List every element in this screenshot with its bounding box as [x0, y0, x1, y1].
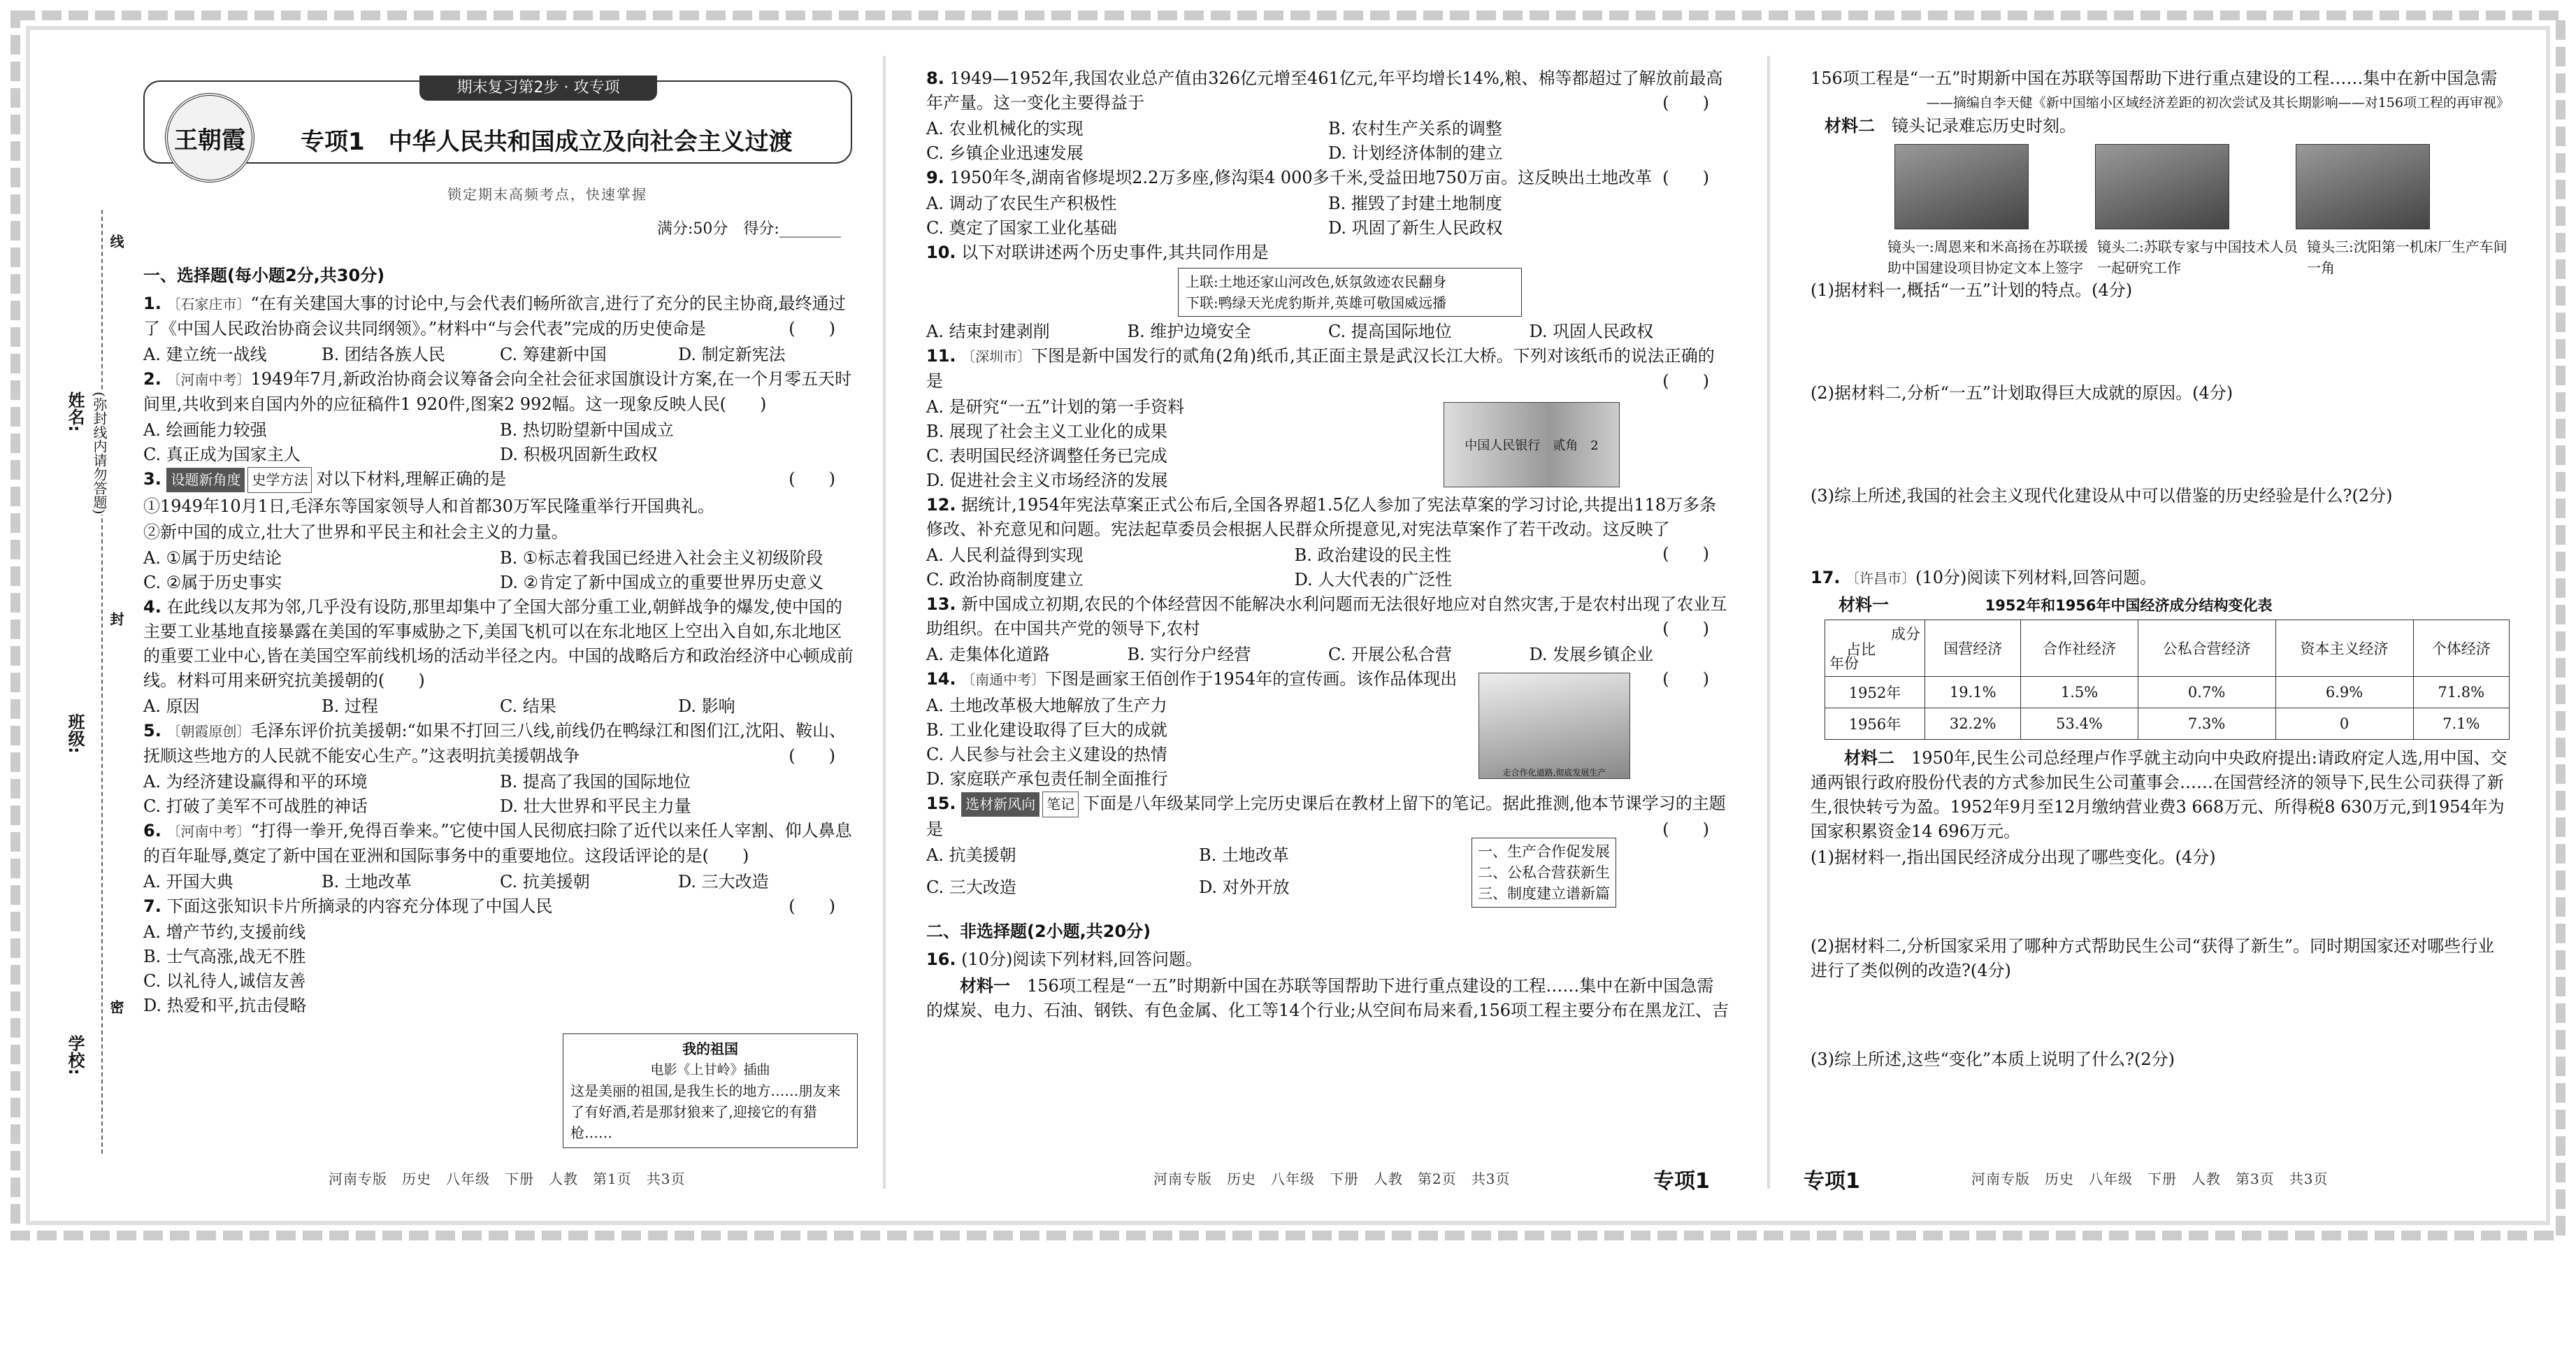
footer-page-3: 河南专版 历史 八年级 下册 人教 第3页 共3页: [1971, 1171, 2329, 1187]
q13-options: [926, 643, 1730, 667]
option[interactable]: A. 增产节约,支援前线: [143, 922, 306, 942]
q12-options: [926, 543, 1662, 592]
corner-label: 占比: [1846, 641, 1876, 658]
option[interactable]: D. 制定新宪法: [678, 345, 786, 364]
table-row: [1825, 708, 2510, 740]
material-label: 材料二: [1825, 115, 1875, 136]
option[interactable]: A. 为经济建设赢得和平的环境: [143, 772, 368, 792]
option[interactable]: C. 结果: [500, 696, 556, 716]
option[interactable]: C. 抗美援朝: [500, 872, 590, 892]
option[interactable]: C. 政治协商制度建立: [926, 570, 1084, 589]
table-header: 合作社经济: [2021, 620, 2138, 677]
card-subtitle: 电影《上甘岭》插曲: [650, 1062, 770, 1078]
photo-captions: [1887, 236, 2510, 278]
option[interactable]: A. 建立统一战线: [143, 345, 267, 364]
option[interactable]: A. 抗美援朝: [926, 845, 1016, 865]
question-9: 9. 1950年冬,湖南省修堤坝2.2万多座,修沟渠4 000多千米,受益田地750万亩。这反映出土地改革 ( ): [926, 168, 1709, 187]
option[interactable]: B. 士气高涨,战无不胜: [143, 947, 306, 966]
q17-material-2: [1811, 745, 2510, 844]
q11-options: [926, 395, 1444, 493]
option[interactable]: D. 巩固人民政权: [1529, 322, 1654, 341]
answer-space[interactable]: [1811, 510, 2510, 566]
material-label: 材料一: [960, 975, 1010, 996]
q17-material-1-header: [1839, 592, 2510, 618]
question-11: 11. 〔深圳市〕下图是新中国发行的贰角(2角)纸币,其正面主景是武汉长江大桥。下列对该纸币的说法正确的是 ( ): [926, 346, 1715, 391]
question-6: 6. 〔河南中考〕“打得一拳开,免得百拳来。”它使中国人民彻底扫除了近代以来任人宰割、仰人鼻息的百年耻辱,奠定了新中国在亚洲和国际事务中的重要地位。这段话评论的是( ): [143, 821, 852, 866]
q14-body: [926, 694, 1730, 792]
note-line: 三、制度建立谱新篇: [1478, 885, 1610, 902]
question-16: 16. (10分)阅读下列材料,回答问题。: [926, 950, 1203, 969]
q17-sub-3: (3)综上所述,这些“变化”本质上说明了什么?(2分): [1811, 1050, 2175, 1069]
q3-options: [143, 546, 856, 595]
propaganda-poster: [1478, 673, 1630, 779]
table-cell: 7.3%: [2138, 708, 2275, 740]
logo-text: 王朝霞: [174, 126, 245, 155]
option[interactable]: A. 调动了农民生产积极性: [926, 194, 1117, 213]
photo-3: [2296, 144, 2430, 229]
q16-material-1-continued: 156项工程是“一五”时期新中国在苏联等国帮助下进行重点建设的工程……集中在新中国急需: [1811, 69, 2498, 88]
table-cell: 6.9%: [2275, 677, 2413, 708]
option[interactable]: A. 绘画能力较强: [143, 420, 267, 440]
option[interactable]: B. 热切盼望新中国成立: [500, 420, 674, 440]
material-text: 1950年,民生公司总经理卢作孚就主动向中央政府提出:请政府定人选,用中国、交通两银行政府股份代表的方式参加民生公司董事会……在国营经济的领导下,民生公司获得了新生,很快转亏为盈。1952年9月至12月缴纳营业费3 668万元、所得税8 630万元,到1954年为国家积累资金14 696万元。: [1811, 748, 2507, 841]
answer-space[interactable]: [1811, 871, 2510, 934]
q16-material-2: [1825, 113, 2510, 138]
option[interactable]: B. 摧毁了封建土地制度: [1328, 194, 1502, 213]
table-title: 1952年和1956年中国经济成分结构变化表: [1985, 597, 2273, 614]
option[interactable]: B. 维护边境安全: [1127, 322, 1251, 341]
question-13: 13. 新中国成立初期,农民的个体经营因不能解决水利问题而无法很好地应对自然灾害,于是农村出现了农业互助组织。在中国共产党的领导下,农村 ( ): [926, 594, 1727, 638]
seal-line: [101, 210, 103, 1154]
option[interactable]: C. 乡镇企业迅速发展: [926, 143, 1084, 163]
card-body: 这是美丽的祖国,是我生长的地方……朋友来了有好酒,若是那豺狼来了,迎接它的有猎枪……: [570, 1082, 841, 1141]
caption: 镜头三:沈阳第一机床厂生产车间一角: [2307, 238, 2507, 276]
q1-options: [143, 343, 856, 367]
poster-caption: 走合作化道路,彻底发展生产: [1502, 768, 1606, 778]
option[interactable]: B. 土地改革: [322, 872, 412, 892]
column-1: [143, 252, 856, 1360]
note-line: 一、生产合作促发展: [1478, 843, 1610, 860]
brand-logo: [165, 93, 254, 182]
q16-sub-1: (1)据材料一,概括“一五”计划的特点。(4分): [1811, 280, 2133, 300]
q16-sub-2: (2)据材料二,分析“一五”计划取得巨大成就的原因。(4分): [1811, 383, 2233, 403]
material-label: 材料一: [1839, 594, 1889, 615]
name-label: 姓名:: [65, 392, 85, 432]
option[interactable]: A. ①属于历史结论: [143, 548, 282, 568]
option[interactable]: B. 展现了社会主义工业化的成果: [926, 422, 1167, 441]
option[interactable]: C. 人民参与社会主义建设的热情: [926, 745, 1167, 764]
material-text: 156项工程是“一五”时期新中国在苏联等国帮助下进行重点建设的工程……集中在新中国急需的煤炭、电力、石油、钢铁、有色金属、化工等14个行业;从空间布局来看,156项工程主要分布在黑龙江、吉: [926, 976, 1729, 1020]
option[interactable]: A. 是研究“一五”计划的第一手资料: [926, 397, 1185, 417]
q8-options: [926, 117, 1730, 166]
table-cell: 0: [2275, 708, 2413, 740]
photo-1: [1894, 144, 2029, 229]
question-5: 5. 〔朝霞原创〕毛泽东评价抗美援朝:“如果不打回三八线,前线仍在鸭绿江和图们江,沈阳、鞍山、抚顺这些地方的人民就不能安心生产。”这表明抗美援朝战争 ( ): [143, 721, 847, 766]
q11-body: [926, 395, 1730, 493]
option[interactable]: D. 壮大世界和平民主力量: [500, 796, 691, 816]
caption: 镜头一:周恩来和米高扬在苏联援助中国建设项目协定文本上签字: [1887, 238, 2088, 276]
q10-options: [926, 320, 1730, 344]
seal-mark-2: 封: [108, 612, 124, 626]
page-subtitle: 锁定期末高频考点，快速掌握: [447, 186, 647, 203]
economy-table: [1825, 620, 2510, 740]
question-4: 4. 在此线以友邦为邻,几乎没有设防,那里却集中了全国大部分重工业,朝鲜战争的爆发,使中国的主要工业基地直接暴露在美国的军事威胁之下,美国飞机可以在东北地区上空出入自如,东北地区的重要工业中心,皆在美国空军前线机场的活动半径之内。中国的战略后方和政治经济中心顿成前线。材料可用来研究抗美援朝的( ): [143, 597, 854, 690]
option[interactable]: C. 提高国际地位: [1328, 322, 1452, 341]
table-header: 国营经济: [1925, 620, 2021, 677]
option[interactable]: A. 农业机械化的实现: [926, 119, 1084, 138]
question-15: 15. 选材新风向 笔记 下面是八年级某同学上完历史课后在教材上留下的笔记。据此推测,他本节课学习的主题是 ( ): [926, 792, 1730, 842]
question-14: 14. 〔南通中考〕下图是画家王佰创作于1954年的宣传画。该作品体现出 ( ): [926, 669, 1709, 689]
column-3: [1811, 66, 2510, 1175]
footer-page-1: 河南专版 历史 八年级 下册 人教 第1页 共3页: [329, 1171, 686, 1187]
answer-space[interactable]: [1811, 304, 2510, 381]
q16-source: ——摘编自李天健《新中国缩小区域经济差距的初次尝试及其长期影响——对156项工程的再审视》: [1926, 95, 2510, 110]
option[interactable]: B. 农村生产关系的调整: [1328, 119, 1502, 138]
q6-options: [143, 870, 856, 894]
footer-mark-left: 专项1: [1653, 1169, 1710, 1194]
seal-note: (弥封线内请勿答题): [89, 392, 110, 515]
corner-label: 成分: [1891, 626, 1920, 643]
q14-options: [926, 694, 1478, 792]
q4-options: [143, 694, 856, 719]
answer-space[interactable]: [1811, 407, 2510, 484]
q16-sub-3: (3)综上所述,我国的社会主义现代化建设从中可以借鉴的历史经验是什么?(2分): [1811, 486, 2393, 506]
question-17: 17. 〔许昌市〕(10分)阅读下列材料,回答问题。: [1811, 568, 2157, 587]
option[interactable]: C. 三大改造: [926, 878, 1016, 897]
option[interactable]: A. 结束封建剥削: [926, 322, 1050, 341]
table-cell: 19.1%: [1925, 677, 2021, 708]
option[interactable]: C. 表明国民经济调整任务已完成: [926, 446, 1167, 466]
table-cell: 0.7%: [2138, 677, 2275, 708]
option[interactable]: C. 真正成为国家主人: [143, 445, 301, 464]
option[interactable]: D. 对外开放: [1199, 878, 1290, 897]
option[interactable]: C. 打破了美军不可战胜的神话: [143, 796, 368, 816]
option[interactable]: B. ①标志着我国已经进入社会主义初级阶段: [500, 548, 823, 568]
q17-sub-1: (1)据材料一,指出国民经济成分出现了哪些变化。(4分): [1811, 847, 2216, 867]
option[interactable]: C. 奠定了国家工业化基础: [926, 218, 1117, 238]
option[interactable]: A. 开国大典: [143, 872, 233, 892]
couplet-line-2: 下联:鸭绿天光虎豹斯并,英雄可敬国威远播: [1186, 294, 1447, 311]
caption: 镜头二:苏联专家与中国技术人员一起研究工作: [2097, 238, 2298, 276]
score-line: 满分:50分 得分:________: [657, 220, 841, 238]
question-10: 10. 以下对联讲述两个历史事件,其共同作用是: [926, 243, 1269, 262]
option[interactable]: B. 实行分户经营: [1127, 645, 1251, 664]
table-corner: [1825, 620, 1925, 677]
table-header: 个体经济: [2413, 620, 2509, 677]
couplet-line-1: 上联:土地还家山河改色,妖氛敛迹农民翻身: [1186, 273, 1447, 290]
student-notes: [1472, 838, 1616, 908]
option[interactable]: D. 三大改造: [678, 872, 769, 892]
section-1-title: 一、选择题(每小题2分,共30分): [143, 266, 385, 285]
option[interactable]: B. 团结各族人民: [322, 345, 445, 364]
option[interactable]: B. 工业化建设取得了巨大的成就: [926, 720, 1167, 740]
option[interactable]: D. 热爱和平,抗击侵略: [143, 996, 307, 1015]
knowledge-card: [563, 1033, 858, 1148]
option[interactable]: A. 土地改革极大地解放了生产力: [926, 696, 1167, 715]
option[interactable]: B. 过程: [322, 696, 378, 716]
q5-options: [143, 770, 856, 819]
table-row: [1825, 677, 2510, 708]
seal-mark-3: 密: [108, 1000, 124, 1014]
question-12: 12. 据统计,1954年宪法草案正式公布后,全国各界超1.5亿人参加了宪法草案的学习讨论,共提出118万多条修改、补充意见和问题。宪法起草委员会根据人民群众所提意见,对宪法草案作了若干改动。这反映了 ( ): [926, 495, 1717, 564]
option[interactable]: A. 走集体化道路: [926, 645, 1050, 664]
question-3: 3. 设题新角度 史学方法 对以下材料,理解正确的是 ( ): [143, 467, 856, 493]
table-cell: 32.2%: [1925, 708, 2021, 740]
school-label: 学校:: [65, 1035, 85, 1075]
option[interactable]: A. 原因: [143, 696, 200, 716]
q16-material-1: [926, 973, 1730, 1022]
option[interactable]: D. 计划经济体制的建立: [1328, 143, 1503, 163]
q3-line-2: ②新中国的成立,壮大了世界和平民主和社会主义的力量。: [143, 522, 568, 542]
footer-page-2: 河南专版 历史 八年级 下册 人教 第2页 共3页: [1153, 1171, 1511, 1187]
option[interactable]: D. 发展乡镇企业: [1529, 645, 1654, 664]
q15-body: [926, 843, 1730, 908]
page-title: 专项1 中华人民共和国成立及向社会主义过渡: [301, 128, 793, 156]
q7-options: [143, 920, 535, 1018]
question-1: 1. 〔石家庄市〕“在有关建国大事的讨论中,与会代表们畅所欲言,进行了充分的民主协商,最终通过了《中国人民政治协商会议共同纲领》。”材料中“与会代表”完成的历史使命是 ( ): [143, 294, 846, 338]
option[interactable]: C. 筹建新中国: [500, 345, 607, 364]
section-2-title: 二、非选择题(2小题,共20分): [926, 922, 1151, 941]
option[interactable]: C. 以礼待人,诚信友善: [143, 971, 306, 991]
q2-options: [143, 418, 856, 467]
q15-options: [926, 843, 1472, 908]
answer-space[interactable]: [1811, 985, 2510, 1047]
option[interactable]: B. 政治建设的民主性: [1294, 545, 1452, 565]
table-cell: 53.4%: [2021, 708, 2138, 740]
q9-options: [926, 192, 1730, 241]
option[interactable]: C. 开展公私合营: [1328, 645, 1452, 664]
table-cell: 71.8%: [2413, 677, 2509, 708]
class-label: 班级:: [65, 713, 85, 754]
footer-mark-right: 专项1: [1804, 1169, 1860, 1194]
table-header: 资本主义经济: [2275, 620, 2413, 677]
option[interactable]: A. 人民利益得到实现: [926, 545, 1084, 565]
seal-mark-1: 线: [108, 234, 124, 248]
option[interactable]: D. 影响: [678, 696, 735, 716]
q3-line-1: ①1949年10月1日,毛泽东等国家领导人和首都30万军民隆重举行开国典礼。: [143, 496, 715, 516]
material-text: 镜头记录难忘历史时刻。: [1892, 116, 2076, 136]
question-7: 7. 下面这张知识卡片所摘录的内容充分体现了中国人民 ( ): [143, 896, 835, 916]
q17-sub-2: (2)据材料二,分析国家采用了哪种方式帮助民生公司“获得了新生”。同时期国家还对哪些行业进行了类似例的改造?(4分): [1811, 936, 2495, 980]
question-2: 2. 〔河南中考〕1949年7月,新政治协商会议筹备会向全社会征求国旗设计方案,在一个月零五天时间里,共收到来自国内外的应征稿件1 920件,图案2 992幅。这一现象反映人民( ): [143, 369, 852, 414]
table-cell: 1956年: [1825, 708, 1925, 740]
corner-label: 年份: [1829, 655, 1859, 672]
table-cell: 7.1%: [2413, 708, 2509, 740]
table-header-row: [1825, 620, 2510, 677]
banknote-image: [1444, 402, 1620, 487]
option[interactable]: D. 积极巩固新生政权: [500, 445, 658, 464]
note-line: 二、公私合营获新生: [1478, 864, 1610, 881]
photo-row: [1894, 144, 2510, 232]
question-8: 8. 1949—1952年,我国农业总产值由326亿元增至461亿元,年平均增长14%,粮、棉等都超过了解放前最高年产量。这一变化主要得益于 ( ): [926, 69, 1723, 113]
table-cell: 1.5%: [2021, 677, 2138, 708]
option[interactable]: D. 巩固了新生人民政权: [1328, 218, 1503, 238]
card-title: 我的祖国: [682, 1040, 738, 1057]
couplet-box: [1178, 268, 1522, 317]
option[interactable]: B. 土地改革: [1199, 845, 1289, 865]
header-tab: 期末复习第2步 · 攻专项: [419, 76, 657, 101]
option[interactable]: D. 促进社会主义市场经济的发展: [926, 471, 1168, 490]
option[interactable]: D. ②肯定了新中国成立的重要世界历史意义: [500, 573, 824, 592]
option[interactable]: D. 家庭联产承包责任制全面推行: [926, 769, 1168, 789]
photo-2: [2095, 144, 2229, 229]
table-header: 公私合营经济: [2138, 620, 2275, 677]
banknote-text: 中国人民银行 贰角 2: [1465, 438, 1599, 453]
option[interactable]: D. 人大代表的广泛性: [1294, 570, 1453, 589]
column-2: [926, 66, 1730, 1175]
option[interactable]: C. ②属于历史事实: [143, 573, 282, 592]
material-label: 材料二: [1844, 747, 1894, 768]
table-cell: 1952年: [1825, 677, 1925, 708]
option[interactable]: B. 提高了我国的国际地位: [500, 772, 691, 792]
